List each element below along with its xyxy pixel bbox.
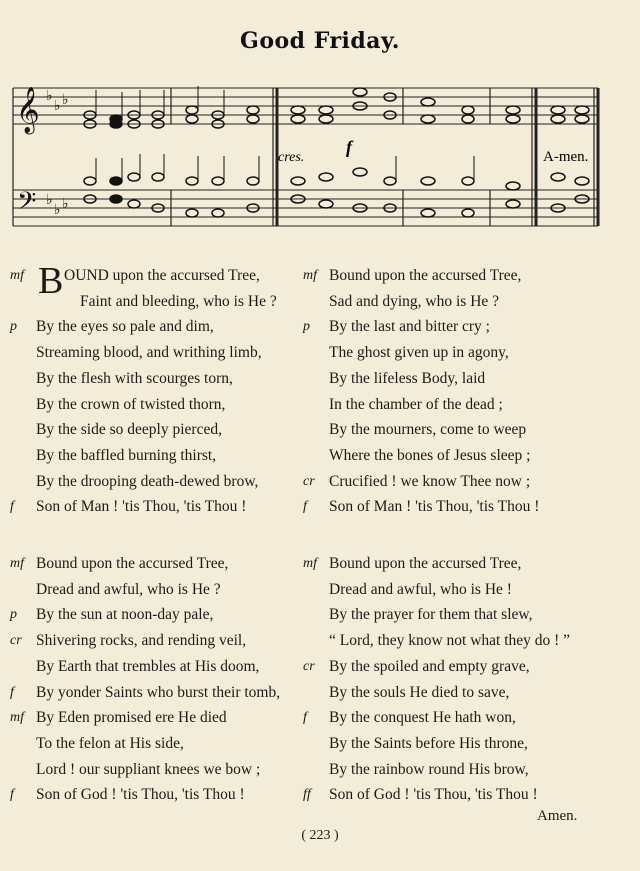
verse-line: Dread and awful, who is He ! — [329, 580, 512, 598]
verse-line: By Eden promised ere He died — [36, 709, 227, 727]
verse-line: Bound upon the accursed Tree, — [36, 555, 229, 572]
verse-line: By the crown of twisted thorn, — [36, 395, 226, 413]
closing-amen: Amen. — [537, 808, 578, 824]
verse-line: By the Saints before His throne, — [329, 734, 528, 752]
dynamic-marking: p — [10, 607, 17, 623]
verse-line: Shivering rocks, and rending veil, — [36, 632, 247, 650]
verse-line: By the mourners, come to weep — [329, 421, 527, 439]
dynamic-marking: ff — [303, 787, 311, 803]
dynamic-marking: p — [10, 319, 17, 335]
music-score — [8, 78, 608, 248]
verse-line: By the prayer for them that slew, — [329, 606, 533, 624]
svg-text:♭: ♭ — [62, 196, 69, 212]
verse-line: By yonder Saints who burst their tomb, — [36, 683, 281, 701]
dynamic-marking: f — [10, 787, 14, 803]
dynamic-marking: mf — [303, 556, 317, 571]
verse-line: Where the bones of Jesus sleep ; — [329, 446, 531, 464]
svg-text:♭: ♭ — [62, 92, 69, 108]
verse-line: By the spoiled and empty grave, — [329, 657, 530, 675]
svg-text:♭: ♭ — [46, 192, 53, 208]
dynamic-marking: cr — [303, 473, 315, 489]
verse-line: Crucified ! we know Thee now ; — [329, 472, 531, 490]
verse-line: Bound upon the accursed Tree, — [329, 555, 522, 572]
verse-line: By the rainbow round His brow, — [329, 760, 529, 778]
verse-line: The ghost given up in agony, — [329, 344, 509, 362]
verse-line: OUND upon the accursed Tree, — [64, 267, 260, 284]
amen-label: A-men. — [543, 149, 589, 165]
verse-line: Son of Man ! 'tis Thou, 'tis Thou ! — [36, 498, 247, 516]
svg-text:♭: ♭ — [54, 202, 61, 218]
verse-line: In the chamber of the dead ; — [329, 395, 503, 413]
verse-line: Sad and dying, who is He ? — [329, 292, 500, 310]
verse-line: Dread and awful, who is He ? — [36, 580, 221, 598]
verse-line: By the sun at noon-day pale, — [36, 606, 214, 624]
dynamic-marking: f — [303, 710, 307, 726]
bar-lines — [13, 88, 598, 226]
svg-text:♭: ♭ — [46, 88, 53, 104]
dynamic-marking: p — [303, 319, 310, 335]
staff-lines — [13, 88, 598, 226]
verse-line: By the conquest He hath won, — [329, 709, 516, 727]
dynamic-marking: mf — [303, 268, 317, 283]
dynamic-marking: mf — [10, 710, 24, 726]
dynamic-marking: mf — [10, 556, 24, 571]
dynamic-marking: f — [303, 499, 307, 515]
drop-cap: B — [38, 260, 64, 302]
verse-line: “ Lord, they know not what they do ! ” — [329, 632, 571, 650]
verse-line: By the flesh with scourges torn, — [36, 369, 233, 387]
verse-line: By the drooping death-dewed brow, — [36, 472, 259, 490]
page-number: ( 223 ) — [301, 828, 339, 843]
verse-line: Son of God ! 'tis Thou, 'tis Thou ! — [36, 786, 245, 804]
verse-line: Son of Man ! 'tis Thou, 'tis Thou ! — [329, 498, 540, 516]
dynamic-marking: f — [10, 684, 14, 700]
verse-line: By the lifeless Body, laid — [329, 369, 486, 387]
page-title: Good Friday. — [240, 28, 400, 54]
verse-line: By the baffled burning thirst, — [36, 446, 217, 464]
verse-line: By the eyes so pale and dim, — [36, 318, 214, 336]
dynamic-marking: cr — [10, 633, 22, 649]
forte-marking: f — [346, 137, 352, 157]
clefs — [16, 87, 69, 222]
verse-line: Faint and bleeding, who is He ? — [80, 292, 277, 310]
dynamic-marking: mf — [10, 268, 24, 283]
verse-line: Lord ! our suppliant knees we bow ; — [36, 760, 261, 778]
verse-line: Streaming blood, and writhing limb, — [36, 344, 262, 362]
verse-line: Bound upon the accursed Tree, — [329, 267, 522, 284]
verse-line: To the felon at His side, — [36, 734, 184, 752]
verse-line: Son of God ! 'tis Thou, 'tis Thou ! — [329, 786, 538, 804]
verse-line: By the side so deeply pierced, — [36, 421, 222, 439]
verse-line: By Earth that trembles at His doom, — [36, 657, 260, 675]
cres-marking: cres. — [278, 150, 305, 165]
bass-clef-icon: 𝄢 — [17, 187, 37, 222]
verse-line: By the souls He died to save, — [329, 683, 510, 701]
dynamic-marking: cr — [303, 658, 315, 674]
svg-text:♭: ♭ — [54, 98, 61, 114]
dynamic-marking: f — [10, 499, 14, 515]
stems — [96, 86, 474, 181]
verse-line: By the last and bitter cry ; — [329, 318, 490, 336]
treble-clef-icon: 𝄞 — [16, 87, 40, 133]
notes — [84, 88, 589, 217]
